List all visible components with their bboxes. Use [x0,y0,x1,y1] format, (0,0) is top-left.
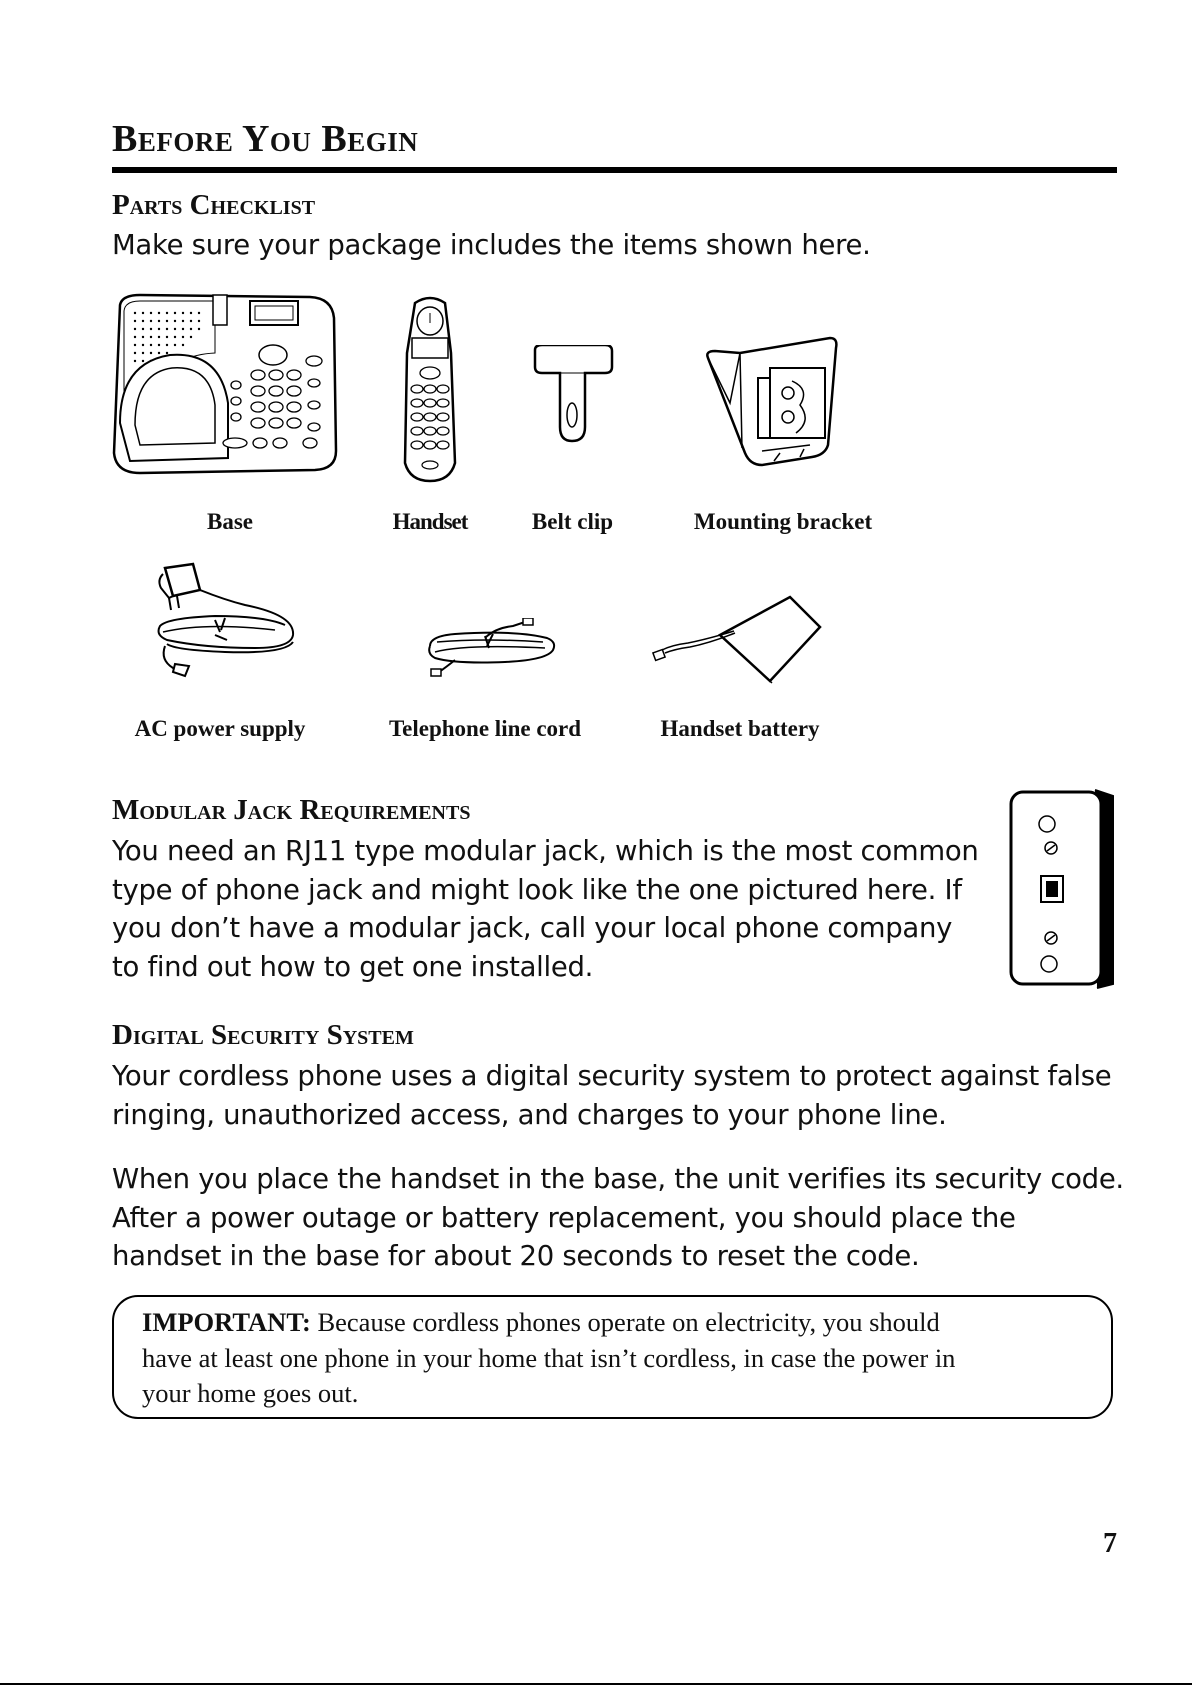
caption-ac-power-supply: AC power supply [134,716,306,741]
digital-security-heading: Digital Security System [112,1019,414,1051]
caption-handset-battery: Handset battery [660,716,820,741]
ac-power-supply-illustration [155,560,300,700]
digital-security-p1-line-1: Your cordless phone uses a digital security system to protect against false [112,1060,1112,1092]
telephone-line-cord-illustration [425,618,560,678]
mounting-bracket-illustration [700,333,840,473]
caption-handset: Handset [392,509,468,534]
parts-checklist-intro: Make sure your package includes the items shown here. [112,229,871,261]
page-number: 7 [1103,1528,1117,1559]
important-notice-box [112,1295,1113,1419]
modular-jack-heading: Modular Jack Requirements [112,794,471,826]
digital-security-paragraph-1 [112,1057,1111,1134]
belt-clip-illustration [530,345,620,445]
digital-security-p2-line-1: When you place the handset in the base, the unit verifies its security code. [112,1163,1124,1195]
important-line-3: your home goes out. [142,1378,359,1408]
caption-base: Base [207,509,253,534]
modular-jack-wall-plate-illustration [1005,788,1117,993]
important-line-1-text: Because cordless phones operate on electricity, you should [310,1307,940,1337]
important-label: IMPORTANT: [142,1307,311,1337]
digital-security-p2-line-3: handset in the base for about 20 seconds to reset the code. [112,1240,920,1272]
modular-jack-paragraph [112,832,979,986]
parts-checklist-heading: Parts Checklist [112,189,316,221]
modular-jack-line-4: to find out how to get one installed. [112,950,594,983]
caption-telephone-line-cord: Telephone line cord [388,716,582,741]
digital-security-p2-line-2: After a power outage or battery replacement, you should place the [112,1201,1016,1234]
modular-jack-line-1: You need an RJ11 type modular jack, which is the most common [112,835,979,867]
title-rule [112,167,1117,173]
important-line-1 [142,1305,1083,1341]
digital-security-paragraph-2 [112,1160,1124,1276]
modular-jack-line-3: you don’t have a modular jack, call your local phone company [112,912,953,944]
handset-illustration [395,293,465,483]
base-unit-illustration [110,293,340,483]
caption-belt-clip: Belt clip [531,509,614,534]
caption-mounting-bracket: Mounting bracket [693,509,873,534]
important-line-2: have at least one phone in your home that isn’t cordless, in case the power in [142,1342,956,1373]
handset-battery-illustration [650,595,825,685]
digital-security-p1-line-2: ringing, unauthorized access, and charges to your phone line. [112,1098,947,1131]
modular-jack-line-2: type of phone jack and might look like the one pictured here. If [112,873,962,906]
page-title: Before You Begin [112,118,419,160]
